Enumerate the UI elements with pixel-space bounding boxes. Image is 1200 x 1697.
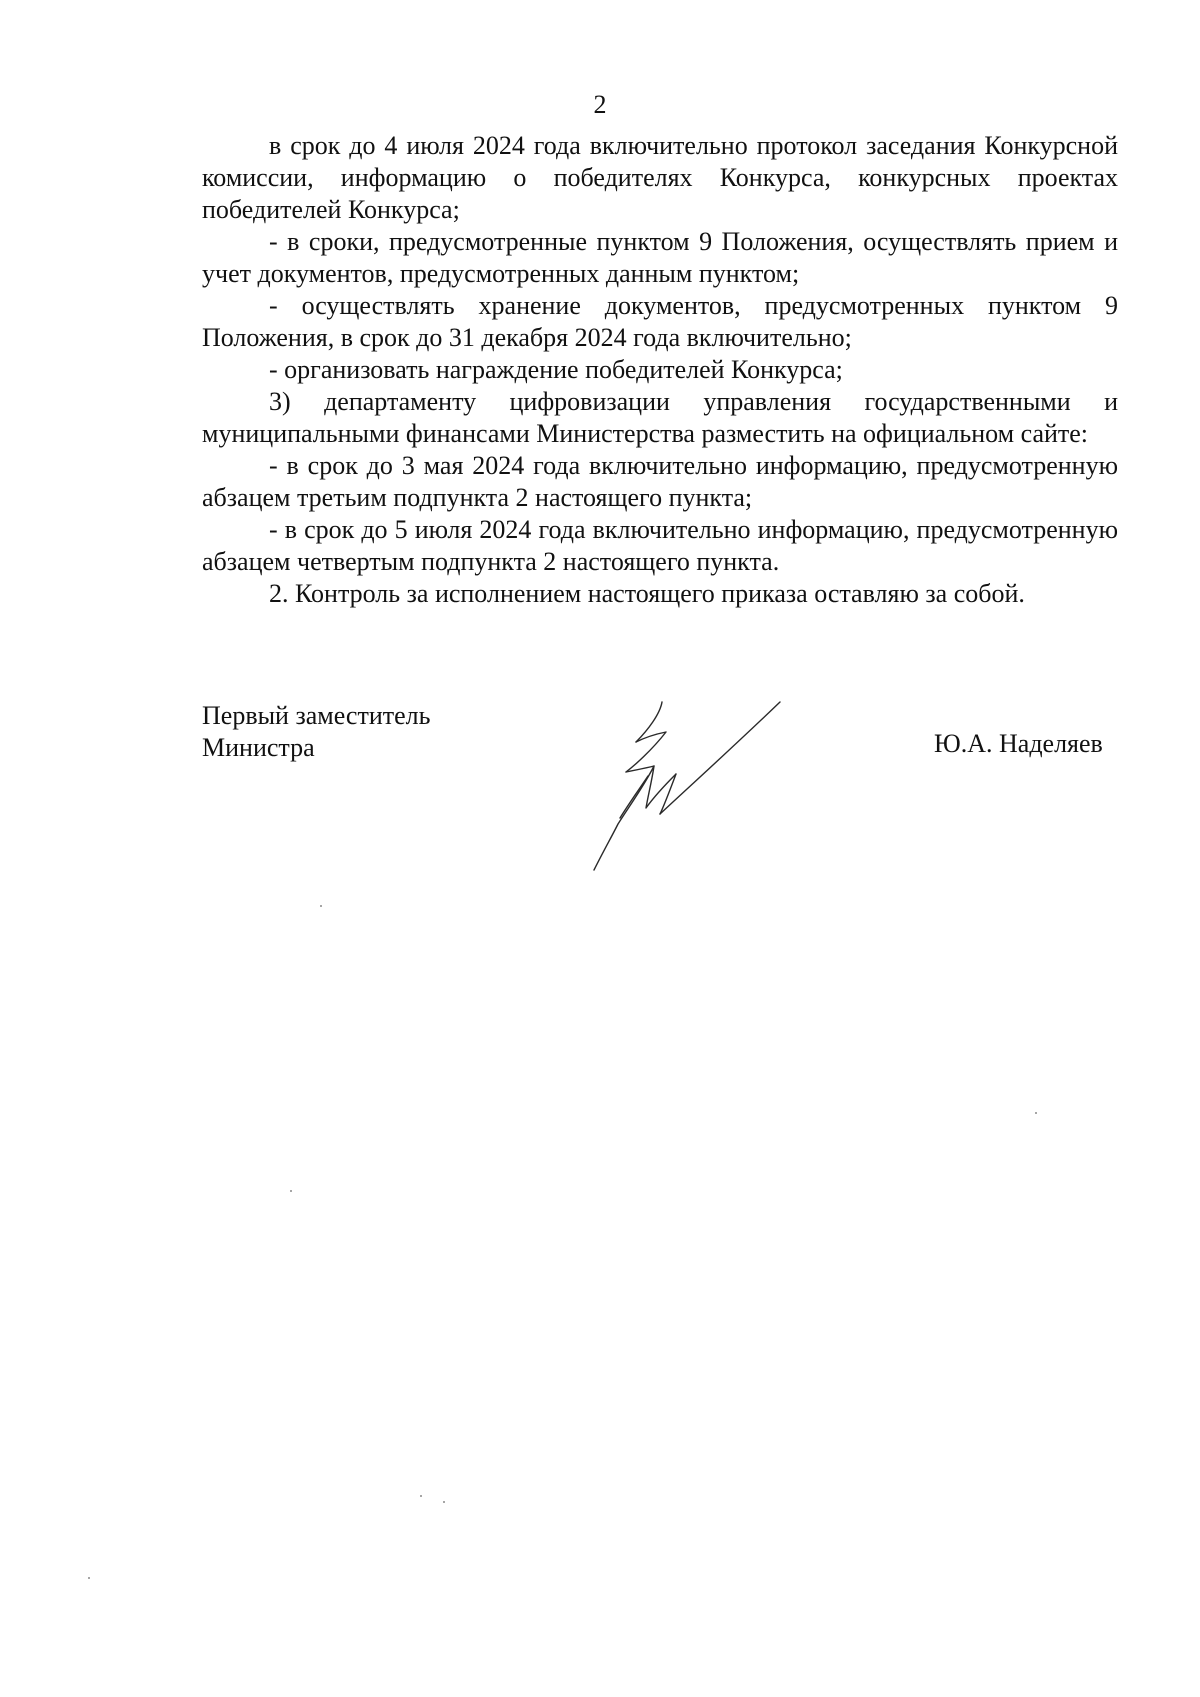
signatory-position-line1: Первый заместитель	[202, 701, 431, 730]
paragraph-document-intake: - в сроки, предусмотренные пунктом 9 Положения, осуществлять прием и учет документов, предусмотренных данным пунктом;	[202, 227, 1118, 288]
paragraph-protocol-deadline: в срок до 4 июля 2024 года включительно протокол заседания Конкурсной комиссии, информацию о победителях Конкурса, конкурсных проектах победителей Конкурса;	[202, 131, 1118, 224]
scan-speck	[320, 905, 322, 907]
scan-speck	[88, 1577, 90, 1579]
paragraph-control-clause: 2. Контроль за исполнением настоящего приказа оставляю за собой.	[269, 579, 1025, 608]
paragraph-publish-july: - в срок до 5 июля 2024 года включительно информацию, предусмотренную абзацем четвертым подпункта 2 настоящего пункта.	[202, 515, 1118, 576]
scan-speck	[290, 1190, 292, 1192]
scan-speck	[420, 1495, 422, 1497]
handwritten-signature	[590, 690, 810, 880]
paragraph-document-storage: - осуществлять хранение документов, предусмотренных пунктом 9 Положения, в срок до 31 декабря 2024 года включительно;	[202, 291, 1118, 352]
paragraph-digitalization-department: 3) департаменту цифровизации управления государственными и муниципальными финансами Министерства разместить на официальном сайте:	[202, 387, 1118, 448]
page-number: 2	[593, 90, 607, 119]
signatory-name: Ю.А. Наделяев	[934, 729, 1103, 758]
scan-speck	[1035, 1112, 1037, 1114]
document-body	[202, 130, 1118, 610]
scan-speck	[443, 1501, 445, 1503]
paragraph-award-ceremony: - организовать награждение победителей Конкурса;	[269, 355, 843, 384]
signatory-position-line2: Министра	[202, 733, 315, 762]
paragraph-publish-may: - в срок до 3 мая 2024 года включительно информацию, предусмотренную абзацем третьим подпункта 2 настоящего пункта;	[202, 451, 1118, 512]
signatory-position	[202, 700, 430, 764]
